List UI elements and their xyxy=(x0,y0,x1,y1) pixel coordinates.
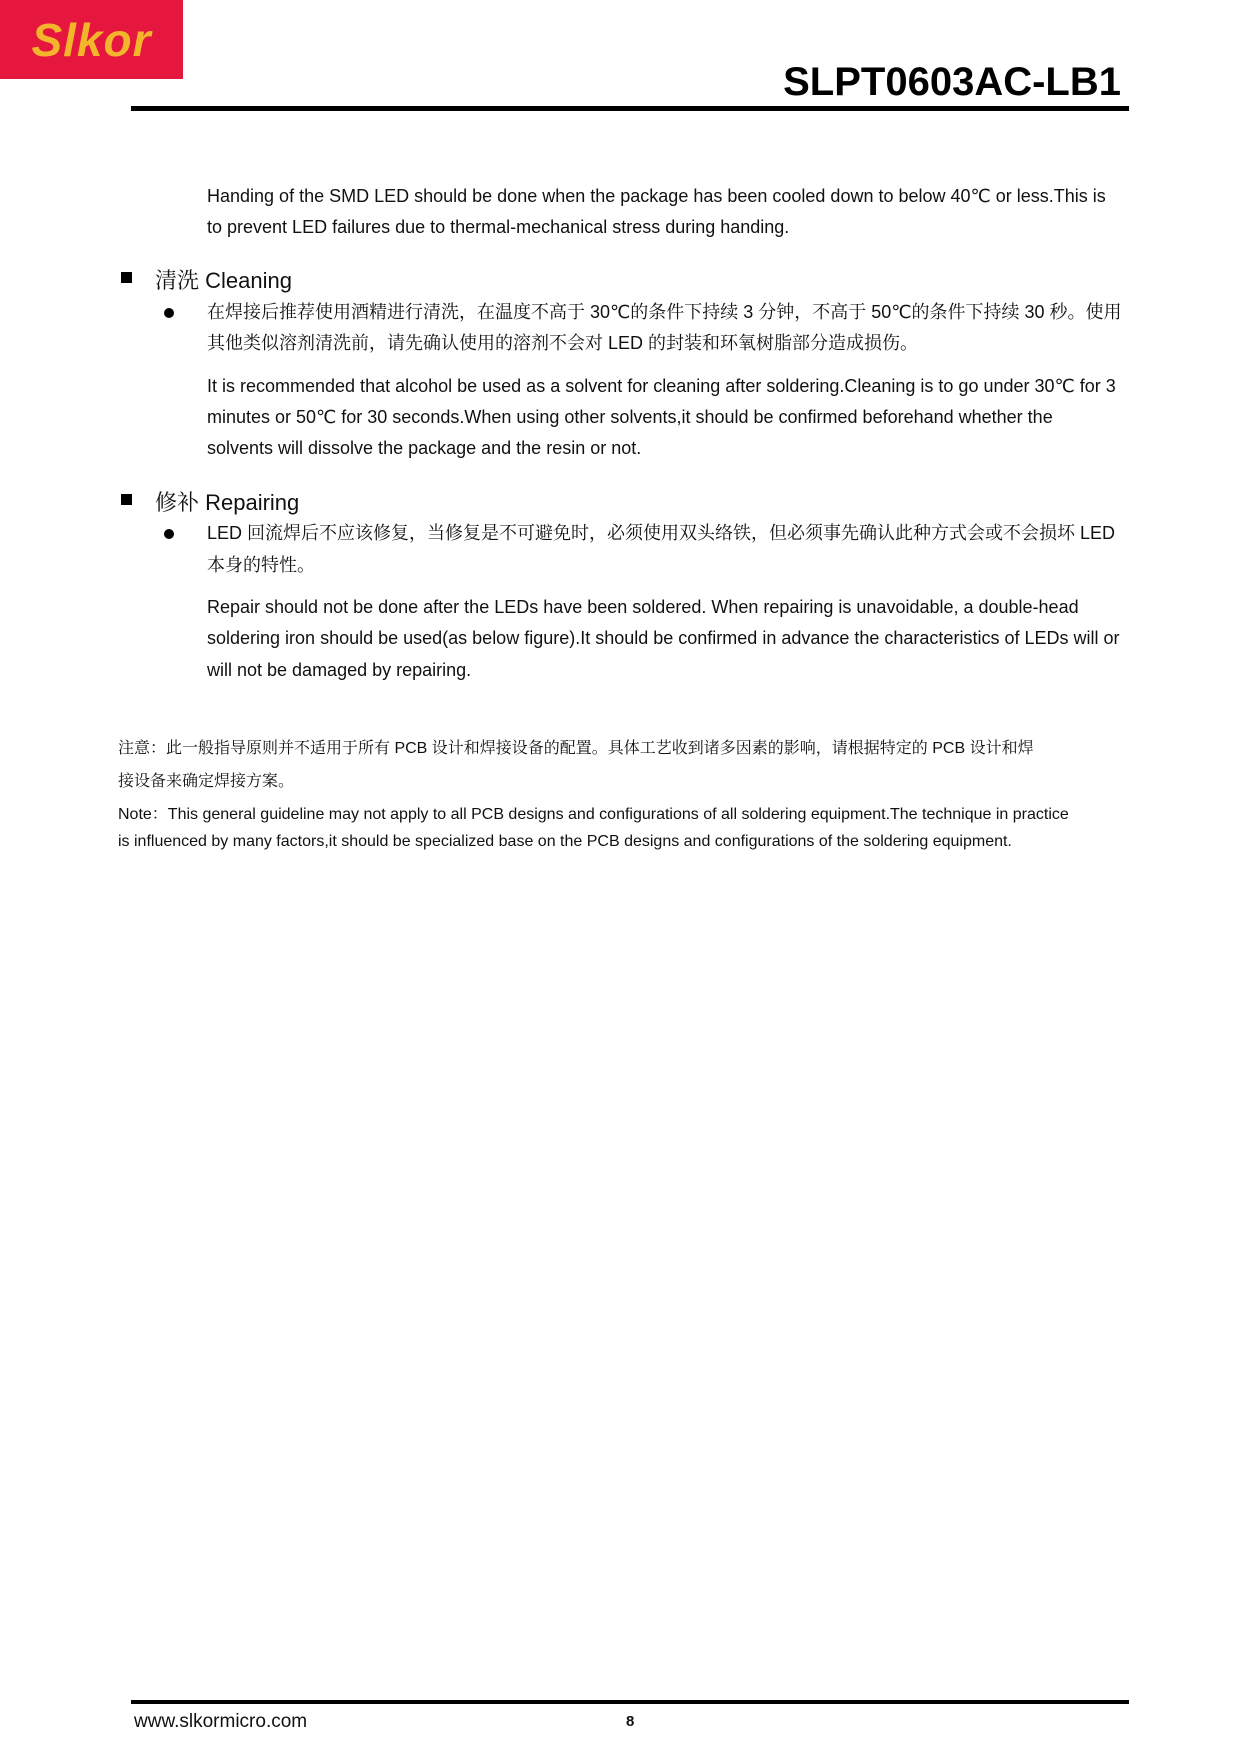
slkor-logo xyxy=(0,0,183,79)
cleaning-zh-line: 其他类似溶剂清洗前，请先确认使用的溶剂不会对 LED 的封装和环氧树脂部分造成损伤。 xyxy=(207,333,919,353)
square-bullet-icon xyxy=(121,272,132,283)
header-rule xyxy=(131,106,1129,111)
intro-line: Handing of the SMD LED should be done when the package has been cooled down to below 40℃ or less.This is xyxy=(207,186,1106,206)
footer-website-link[interactable]: www.slkormicro.com xyxy=(134,1711,308,1732)
repairing-en-line: will not be damaged by repairing. xyxy=(207,660,472,680)
repairing-zh-line: 本身的特性。 xyxy=(207,555,315,575)
bullet-dot-icon xyxy=(164,529,174,539)
repairing-en-line: Repair should not be done after the LEDs have been soldered. When repairing is unavoidable, a double-head xyxy=(207,597,1079,617)
cleaning-en-line: minutes or 50℃ for 30 seconds.When using other solvents,it should be confirmed beforehand whether the xyxy=(207,407,1053,427)
note-line: Note：This general guideline may not apply to all PCB designs and configurations of all soldering equipment.The technique in practice xyxy=(118,806,1069,823)
footer-rule xyxy=(131,1700,1129,1704)
repairing-en-line: soldering iron should be used(as below figure).It should be confirmed in advance the characteristics of LEDs will or xyxy=(207,628,1120,648)
document-title: SLPT0603AC-LB1 xyxy=(783,60,1121,104)
note-line: 注意：此一般指导原则并不适用于所有 PCB 设计和焊接设备的配置。具体工艺收到诸多因素的影响，请根据特定的 PCB 设计和焊 xyxy=(118,740,1034,757)
cleaning-en-line: solvents will dissolve the package and the resin or not. xyxy=(207,438,642,458)
bullet-dot-icon xyxy=(164,308,174,318)
square-bullet-icon xyxy=(121,494,132,505)
page-number: 8 xyxy=(626,1713,635,1730)
note-line: is influenced by many factors,it should be specialized base on the PCB designs and configurations of the soldering equipment. xyxy=(118,833,1012,850)
section-heading-repairing: 修补 Repairing xyxy=(155,490,300,515)
cleaning-en-line: It is recommended that alcohol be used as a solvent for cleaning after soldering.Cleaning is to go under 30℃ for 3 xyxy=(207,376,1116,396)
intro-line: to prevent LED failures due to thermal-mechanical stress during handing. xyxy=(207,217,790,237)
repairing-zh-line: LED 回流焊后不应该修复，当修复是不可避免时，必须使用双头络铁，但必须事先确认此种方式会或不会损坏 LED xyxy=(207,523,1116,543)
section-heading-cleaning: 清洗 Cleaning xyxy=(155,268,292,293)
logo-text: Slkor xyxy=(31,13,152,66)
note-line: 接设备来确定焊接方案。 xyxy=(118,773,295,790)
cleaning-zh-line: 在焊接后推荐使用酒精进行清洗，在温度不高于 30℃的条件下持续 3 分钟，不高于 50℃的条件下持续 30 秒。使用 xyxy=(207,302,1122,322)
